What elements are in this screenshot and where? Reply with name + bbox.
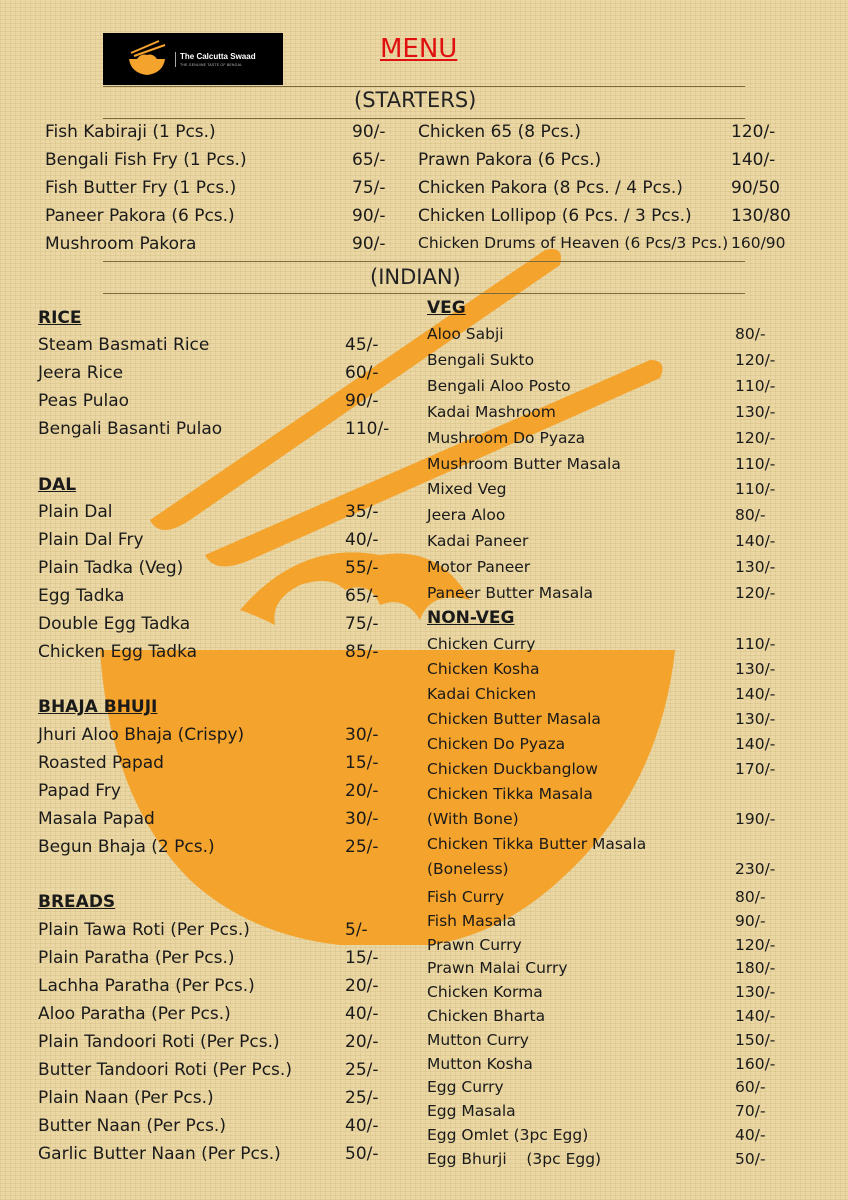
menu-item-name: Chicken Tikka Masala (427, 785, 593, 803)
menu-item-price: 130/- (735, 710, 776, 728)
menu-item-name: Jeera Rice (38, 363, 124, 383)
menu-item-price: 130/80 (731, 206, 791, 226)
menu-item-price: 120/- (735, 584, 776, 602)
menu-item-name: Bengali Aloo Posto (427, 376, 571, 395)
menu-item-name: Papad Fry (38, 781, 121, 801)
menu-item-name: Chicken 65 (8 Pcs.) (418, 122, 581, 142)
menu-item-price: 35/- (345, 502, 379, 522)
menu-item (427, 1030, 776, 1049)
menu-item-price: 130/- (735, 558, 776, 577)
menu-item (45, 122, 386, 142)
bowl-chopsticks-icon (125, 39, 169, 79)
menu-item-price: 55/- (345, 558, 379, 578)
menu-item (427, 480, 776, 499)
menu-item-price: 60/- (735, 1078, 766, 1097)
menu-item (418, 206, 791, 226)
category-title: BHAJA BHUJI (38, 697, 158, 717)
menu-item (38, 586, 379, 606)
menu-item-name: Chicken Duckbanglow (427, 760, 598, 778)
menu-item-price: 140/- (731, 150, 776, 170)
menu-item-price: 110/- (735, 376, 776, 395)
category-title: NON-VEG (427, 608, 515, 628)
category-title: DAL (38, 475, 77, 495)
menu-item-name: Kadai Mashroom (427, 402, 556, 421)
menu-item-name: Mushroom Pakora (45, 234, 197, 254)
menu-item (418, 122, 776, 142)
menu-item-name: Fish Butter Fry (1 Pcs.) (45, 178, 237, 198)
menu-item-name: Chicken Curry (427, 635, 536, 653)
menu-item (38, 1004, 379, 1024)
menu-item (427, 860, 776, 878)
menu-item (427, 959, 776, 978)
menu-item-name: Double Egg Tadka (38, 614, 191, 634)
menu-item (418, 150, 776, 170)
menu-item (427, 911, 766, 930)
menu-item-price: 75/- (352, 178, 386, 198)
menu-item (427, 888, 766, 906)
menu-item-name: Prawn Curry (427, 935, 522, 954)
menu-item (38, 753, 379, 773)
menu-item (427, 1102, 766, 1121)
menu-item (427, 685, 776, 703)
menu-item-name: Chicken Egg Tadka (38, 642, 198, 662)
menu-item-price: 120/- (735, 428, 776, 447)
menu-item-name: Prawn Pakora (6 Pcs.) (418, 150, 602, 170)
menu-item (427, 376, 776, 395)
menu-item (427, 710, 776, 728)
menu-item-price: 130/- (735, 402, 776, 421)
menu-item-price: 110/- (735, 454, 776, 473)
menu-item (45, 178, 386, 198)
menu-item-price: 70/- (735, 1102, 766, 1121)
menu-item (427, 1149, 766, 1168)
menu-item-name: Chicken Kosha (427, 660, 540, 678)
menu-item-price: 60/- (345, 363, 379, 383)
menu-item-price: 80/- (735, 325, 766, 343)
menu-item (38, 976, 379, 996)
menu-item (427, 584, 776, 602)
menu-item (418, 234, 786, 252)
menu-item-name: Motor Paneer (427, 558, 531, 577)
menu-item-name: Mutton Curry (427, 1030, 529, 1049)
menu-item-name: Egg Bhurji (3pc Egg) (427, 1149, 602, 1168)
menu-item-price: 80/- (735, 888, 766, 906)
menu-item-price: 50/- (735, 1149, 766, 1168)
menu-item (45, 206, 386, 226)
menu-item-name: Aloo Paratha (Per Pcs.) (38, 1004, 231, 1024)
menu-item-name: Egg Masala (427, 1102, 516, 1121)
menu-item-name: Bengali Fish Fry (1 Pcs.) (45, 150, 247, 170)
divider (103, 86, 745, 87)
menu-item-name: (With Bone) (427, 810, 519, 828)
menu-item-price: 20/- (345, 781, 379, 801)
menu-item-price: 15/- (345, 753, 379, 773)
menu-item (45, 150, 386, 170)
menu-item-price: 85/- (345, 642, 379, 662)
menu-item-name: Chicken Butter Masala (427, 710, 601, 728)
menu-item (427, 835, 646, 853)
menu-item (38, 725, 379, 745)
menu-item-price: 40/- (735, 1126, 766, 1144)
menu-item (38, 837, 379, 857)
menu-item-price: 140/- (735, 685, 776, 703)
menu-item-name: Fish Curry (427, 888, 505, 906)
menu-item-name: Garlic Butter Naan (Per Pcs.) (38, 1144, 281, 1164)
menu-item (38, 614, 379, 634)
menu-item-name: Chicken Korma (427, 983, 543, 1002)
menu-item-price: 90/- (735, 911, 766, 930)
menu-item-price: 140/- (735, 1007, 776, 1025)
menu-item-price: 40/- (345, 530, 379, 550)
menu-item (38, 1032, 379, 1052)
menu-item-name: Chicken Pakora (8 Pcs. / 4 Pcs.) (418, 178, 683, 198)
menu-item-price: 180/- (735, 959, 776, 978)
menu-item-price: 110/- (735, 635, 776, 653)
menu-item-name: Peas Pulao (38, 391, 130, 411)
menu-item-price: 160/90 (731, 234, 786, 252)
menu-item (427, 760, 776, 778)
menu-item-name: Chicken Do Pyaza (427, 735, 566, 753)
menu-item-name: Kadai Paneer (427, 532, 529, 551)
menu-item-name: Paneer Butter Masala (427, 584, 594, 602)
menu-item-name: Chicken Drums of Heaven (6 Pcs/3 Pcs.) (418, 234, 729, 252)
menu-item (427, 810, 776, 828)
menu-item (38, 391, 379, 411)
menu-item (38, 335, 379, 355)
menu-item (45, 234, 386, 254)
menu-item-name: Egg Tadka (38, 586, 125, 606)
menu-item (38, 948, 379, 968)
menu-item (38, 809, 379, 829)
menu-item-name: Steam Basmati Rice (38, 335, 210, 355)
menu-item (38, 1144, 379, 1164)
menu-item (427, 735, 776, 753)
menu-item-name: Egg Omlet (3pc Egg) (427, 1126, 589, 1144)
menu-item-name: Bengali Basanti Pulao (38, 419, 223, 439)
menu-item (427, 983, 776, 1002)
restaurant-logo (103, 33, 283, 85)
menu-item-price: 65/- (345, 586, 379, 606)
menu-item-price: 15/- (345, 948, 379, 968)
menu-item (38, 530, 379, 550)
menu-item-price: 90/- (352, 122, 386, 142)
menu-item-price: 50/- (345, 1144, 379, 1164)
menu-item-name: Plain Dal (38, 502, 113, 522)
menu-item-name: Fish Kabiraji (1 Pcs.) (45, 122, 216, 142)
menu-item (38, 781, 379, 801)
menu-item-price: 45/- (345, 335, 379, 355)
menu-item-price: 120/- (731, 122, 776, 142)
menu-title: MENU (380, 34, 458, 64)
menu-item (427, 532, 776, 551)
menu-item-price: 20/- (345, 1032, 379, 1052)
menu-item (38, 1060, 379, 1080)
indian-heading: (INDIAN) (370, 265, 461, 289)
menu-item-name: Chicken Tikka Butter Masala (427, 835, 647, 853)
menu-item (427, 660, 776, 678)
menu-item-name: Jeera Aloo (427, 506, 506, 525)
menu-item (427, 1126, 766, 1144)
menu-item-name: (Boneless) (427, 860, 509, 878)
category-title: RICE (38, 308, 82, 328)
starters-heading: (STARTERS) (354, 88, 477, 112)
menu-item-name: Lachha Paratha (Per Pcs.) (38, 976, 255, 996)
menu-item (427, 428, 776, 447)
menu-item-name: Aloo Sabji (427, 325, 504, 343)
menu-item (38, 920, 368, 940)
menu-item-name: Butter Tandoori Roti (Per Pcs.) (38, 1060, 292, 1080)
category-title: VEG (427, 298, 466, 318)
menu-item (427, 454, 776, 473)
menu-item-price: 170/- (735, 760, 776, 778)
menu-item-price: 40/- (345, 1116, 379, 1136)
menu-item-name: Begun Bhaja (2 Pcs.) (38, 837, 215, 857)
menu-item (427, 350, 776, 369)
menu-item (427, 1007, 776, 1025)
menu-item (427, 558, 776, 577)
menu-item-name: Mushroom Do Pyaza (427, 428, 586, 447)
divider (103, 118, 745, 119)
menu-item-name: Egg Curry (427, 1078, 504, 1097)
menu-item-price: 90/- (352, 206, 386, 226)
menu-item (427, 325, 766, 343)
menu-item-name: Jhuri Aloo Bhaja (Crispy) (38, 725, 245, 745)
menu-item-price: 25/- (345, 1060, 379, 1080)
menu-item-name: Mixed Veg (427, 480, 507, 499)
menu-item-name: Butter Naan (Per Pcs.) (38, 1116, 226, 1136)
menu-item (38, 363, 379, 383)
menu-item (427, 635, 776, 653)
menu-item-price: 150/- (735, 1030, 776, 1049)
category-title: BREADS (38, 892, 116, 912)
menu-item-price: 110/- (345, 419, 390, 439)
menu-item (427, 935, 776, 954)
menu-item-price: 130/- (735, 983, 776, 1002)
menu-item-price: 40/- (345, 1004, 379, 1024)
menu-item-name: Mutton Kosha (427, 1054, 533, 1073)
restaurant-name: The Calcutta Swaad (180, 51, 256, 61)
menu-item (418, 178, 780, 198)
menu-item-price: 190/- (735, 810, 776, 828)
menu-item-price: 110/- (735, 480, 776, 499)
menu-item (427, 785, 593, 803)
menu-item-name: Roasted Papad (38, 753, 164, 773)
menu-item (38, 1116, 379, 1136)
menu-item (427, 506, 766, 525)
menu-item-price: 140/- (735, 532, 776, 551)
menu-item-name: Plain Tadka (Veg) (38, 558, 184, 578)
menu-item (427, 402, 776, 421)
menu-item (38, 1088, 379, 1108)
menu-item-price: 120/- (735, 935, 776, 954)
menu-item-price: 140/- (735, 735, 776, 753)
menu-item-name: Plain Naan (Per Pcs.) (38, 1088, 214, 1108)
menu-item-price: 20/- (345, 976, 379, 996)
menu-item-price: 90/- (352, 234, 386, 254)
menu-item-price: 230/- (735, 860, 776, 878)
menu-item-name: Plain Paratha (Per Pcs.) (38, 948, 235, 968)
menu-item-price: 5/- (345, 920, 368, 940)
menu-item-price: 120/- (735, 350, 776, 369)
divider (103, 261, 745, 262)
menu-item (38, 642, 379, 662)
restaurant-tagline: THE GENUINE TASTE OF BENGAL (180, 62, 243, 67)
menu-item-price: 30/- (345, 725, 379, 745)
menu-item-name: Bengali Sukto (427, 350, 535, 369)
menu-item-name: Plain Tandoori Roti (Per Pcs.) (38, 1032, 280, 1052)
menu-item-name: Masala Papad (38, 809, 155, 829)
menu-item-price: 25/- (345, 1088, 379, 1108)
menu-item-price: 90/50 (731, 178, 780, 198)
menu-item-name: Kadai Chicken (427, 685, 537, 703)
menu-item-name: Prawn Malai Curry (427, 959, 568, 978)
menu-item-price: 160/- (735, 1054, 776, 1073)
divider (103, 293, 745, 294)
menu-item-price: 25/- (345, 837, 379, 857)
menu-item-price: 65/- (352, 150, 386, 170)
menu-item (38, 419, 390, 439)
menu-item-name: Plain Dal Fry (38, 530, 144, 550)
menu-item (38, 502, 379, 522)
menu-item (427, 1054, 776, 1073)
menu-item-name: Chicken Lollipop (6 Pcs. / 3 Pcs.) (418, 206, 692, 226)
menu-item-name: Plain Tawa Roti (Per Pcs.) (38, 920, 250, 940)
menu-item (427, 1078, 766, 1097)
menu-item-name: Mushroom Butter Masala (427, 454, 621, 473)
menu-item-name: Fish Masala (427, 911, 517, 930)
menu-item-price: 75/- (345, 614, 379, 634)
menu-item-price: 80/- (735, 506, 766, 525)
menu-item (38, 558, 379, 578)
menu-item-name: Paneer Pakora (6 Pcs.) (45, 206, 235, 226)
menu-item-price: 130/- (735, 660, 776, 678)
menu-item-price: 90/- (345, 391, 379, 411)
menu-item-price: 30/- (345, 809, 379, 829)
menu-item-name: Chicken Bharta (427, 1007, 546, 1025)
